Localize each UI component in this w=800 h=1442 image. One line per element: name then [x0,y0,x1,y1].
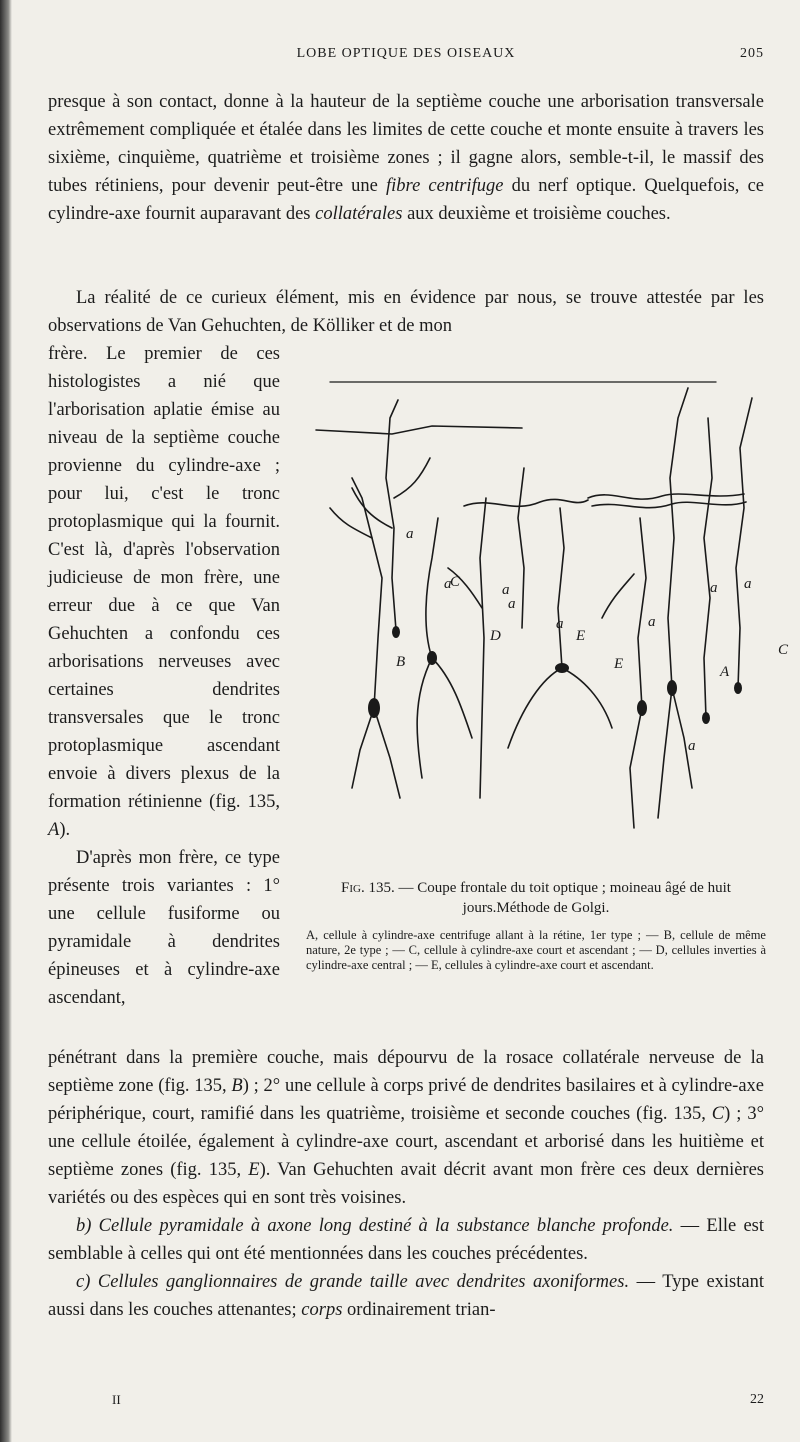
column-paragraph-2: D'après mon frère, ce type présente trois variantes : 1° une cellule fusiforme ou pyramidale à dendrites épineuses et à cylindre-axe ascendant, [48,848,280,1008]
neuron-d-lower [417,658,432,778]
cell-body-e [555,663,569,673]
figure-label-a7: a [502,582,510,598]
neuron-a-axon [658,688,672,818]
cell-body-e2 [637,700,647,716]
neuron-d-trunk [426,518,438,658]
neuron-e-left-branch [508,668,562,748]
body-text-after-figure [48,1044,764,1324]
neuron-e2-trunk [638,518,646,708]
cell-body-d [427,651,437,665]
figure-label-A: A [720,664,730,680]
plexus-band-mid [464,499,588,506]
figure-label-B: B [396,654,406,670]
neuron-c-left-branch-1 [352,488,392,528]
neuron-c-right-trunk [736,398,752,688]
plexus-band-lower [592,502,746,508]
neuron-d-lower-2 [432,658,472,738]
page-number: 205 [740,46,764,61]
plexus-band-upper [588,494,744,499]
neuron-c-left-branch-2 [394,458,430,498]
paragraph-2: La réalité de ce curieux élément, mis en évidence par nous, se trouve attestée par les observations de Van Gehuchten, de Kölliker et de mon [48,288,764,336]
paragraph-b: b) Cellule pyramidale à axone long destiné à la substance blanche profonde. — Elle est semblable à celles qui ont été mentionnées dans les couches précédentes. [48,1216,764,1264]
figure-label-a5: a [648,614,656,630]
neuron-b-basal-2 [374,708,400,798]
running-header [48,46,764,66]
horizontal-fiber [316,426,522,434]
vertical-fiber-mid [480,498,486,798]
figure-caption [306,878,766,973]
cell-body-c-right [734,682,742,694]
figure-label-E2: E [614,656,624,672]
neuron-a2-trunk [704,418,712,718]
figure-label-a4: a [556,616,564,632]
golgi-section-drawing [312,378,789,850]
paragraph-1: presque à son contact, donne à la hauteur de la septième couche une arborisation transversale extrêmement compliquée et étalée dans les limites de cette couche et monte ensuite à travers les sixième, cinquième, quatrième et troisième zones ; il gagne alors, semble-t-il, le massif des tubes rétiniens, pour devenir peut-être une fibre centrifuge du nerf optique. Quelquefois, ce cylindre-axe fournit auparavant des collatérales aux deuxième et troisième couches. [48,92,764,224]
figure-label-a2: a [444,576,452,592]
figure-label-a9: a [688,738,696,754]
dendrite-twig [602,574,634,618]
neuron-e2-axon [630,708,642,828]
neuron-b-trunk [352,478,382,708]
figure-label-a6: a [744,576,752,592]
paragraph-c: c) Cellules ganglionnaires de grande taille avec dendrites axoniformes. — Type existant aussi dans les couches attenantes; corps ordinairement trian- [48,1272,764,1320]
cell-body-b [368,698,380,718]
figure-label-D: D [490,628,501,644]
cell-body-a [667,680,677,696]
column-paragraph-1: frère. Le premier de ces histologistes a nié que l'arborisation aplatie émise au niveau de la septième couche provienne du cylindre-axe ; pour lui, c'est le tronc protoplasmique qui la fournit. C'est là, d'après l'observation judicieuse de mon frère, une erreur due à ce que Van Gehuchten a confondu ces arborisations nerveuses avec certaines dendrites transversales que le tronc protoplasmique ascendant envoie à divers plexus de la formation rétinienne (fig. 135, A). [48,344,280,840]
figure-label-a1: a [406,526,414,542]
neuron-a-mid-trunk [518,468,524,628]
neuron-b-basal [352,708,374,788]
neuron-e-right-branch [562,668,612,728]
cell-body-c-left [392,626,400,638]
figure-label-C1: C [450,574,461,590]
cell-body-a2 [702,712,710,724]
figure-label-E1: E [576,628,586,644]
caption-title: Fig. 135. — Coupe frontale du toit optique ; moineau âgé de huit jours.Méthode de Golgi. [341,880,731,916]
figure-135-illustration [312,378,789,850]
figure-label-a3: a [508,596,516,612]
sheet-number: 22 [750,1392,764,1407]
wrapped-column-text [48,340,280,1012]
paragraph-variants: pénétrant dans la première couche, mais dépourvu de la rosace collatérale nerveuse de la septième zone (fig. 135, B) ; 2° une cellule à corps privé de dendrites basilaires et à cylindre-axe périphérique, court, ramifié dans les quatrième, troisième et seconde couches (fig. 135, C) ; 3° une cellule étoilée, également à cylindre-axe court, ascendant et arborisé dans les huitième et septième zones (fig. 135, E). Van Gehuchten avait décrit avant mon frère ces deux dernières variétés ou des espèces qui en sont très voisines. [48,1048,765,1208]
signature-mark: II [112,1392,121,1407]
figure-label-a8: a [710,580,718,596]
neuron-a-trunk [668,388,688,688]
caption-legend: A, cellule à cylindre-axe centrifuge allant à la rétine, 1er type ; — B, cellule de même nature, 2e type ; — C, cellule à cylindre-axe court et ascendant ; — D, cellules inverties à cylindre-axe central ; — E, cellules à cylindre-axe court et ascendant. [306,928,766,972]
running-title: LOBE OPTIQUE DES OISEAUX [296,46,516,61]
figure-label-C2: C [778,642,789,658]
page-footer [112,1392,764,1412]
book-gutter-shadow [0,0,12,1442]
neuron-e-trunk [558,508,564,668]
